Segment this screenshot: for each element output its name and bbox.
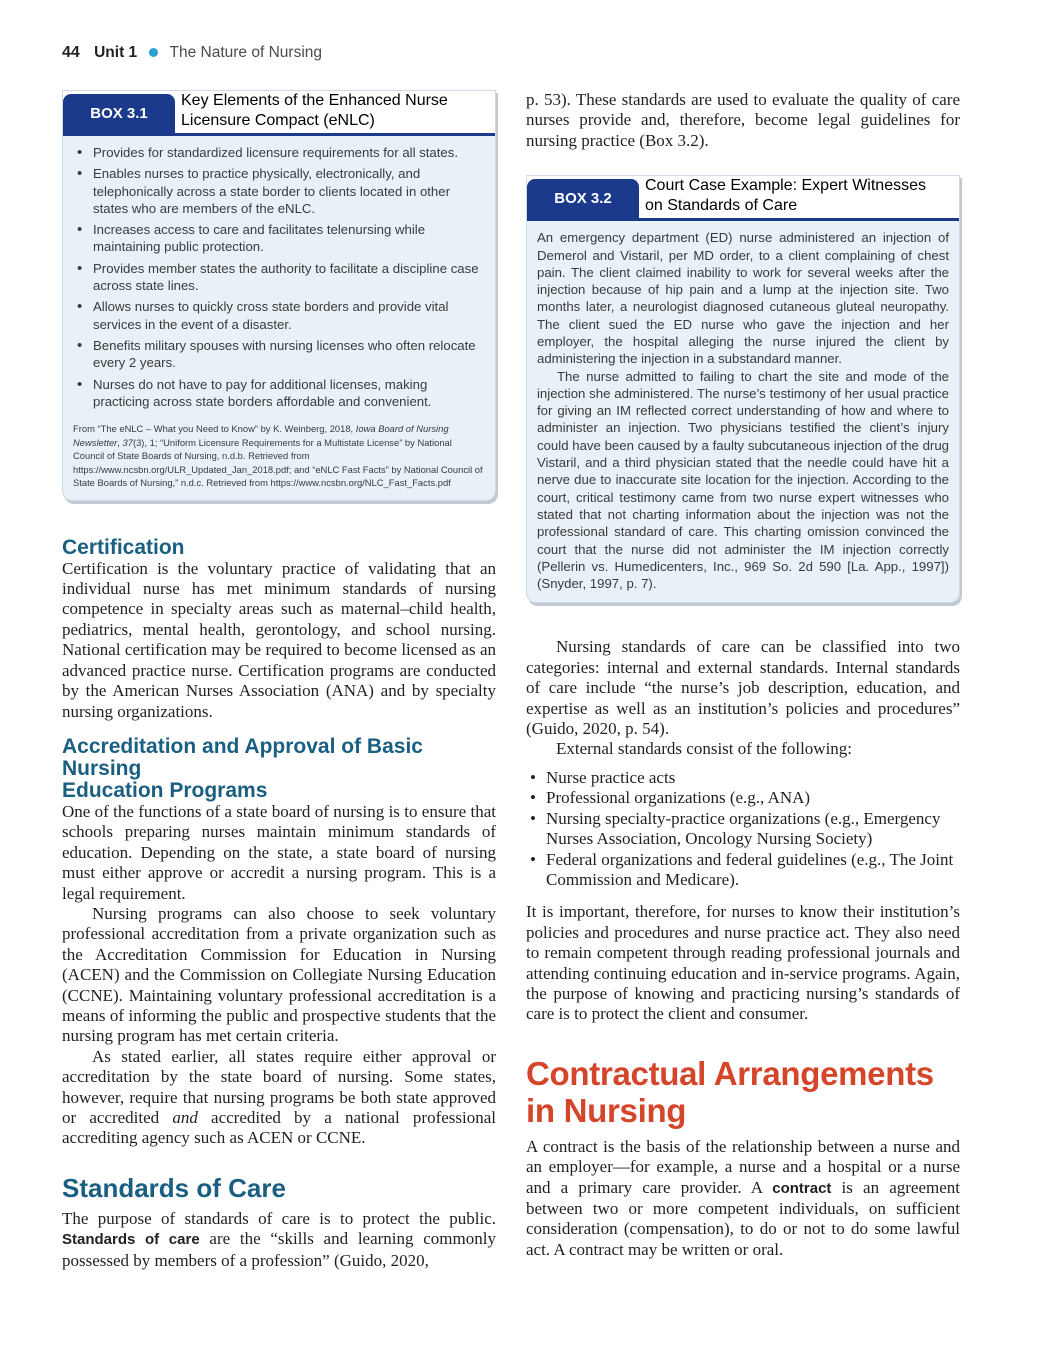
paragraph: Certification is the voluntary practice of validating that an individual nurse has met minimum standards of nursing competence in specialty areas such as maternal–child health, pediatrics, mental health, gerontology, and school nursing. National certification may be required to become licensed as an advanced practice nurse. Certification programs are conducted by the American Nurses Association (ANA) and by specialty nursing organizations. <box>62 558 496 721</box>
chapter-title: The Nature of Nursing <box>169 44 323 61</box>
list-item: • Nurse practice acts <box>526 768 960 788</box>
text-run: A contract is the basis of the relationship between a nurse and an employer—for example, a nurse and a hospital or a nurse and a primary care provider. A <box>526 1136 960 1197</box>
paragraph: Nursing standards of care can be classified into two categories: internal and external standards. Internal standards of care include “the nurse’s job description, education, and expertise as well as an institution’s policies and procedures” (Guido, 2020, p. 54). <box>526 637 960 739</box>
box-title-line: Court Case Example: Expert Witnesses <box>645 177 926 195</box>
key-term: Standards of care <box>62 1231 200 1249</box>
box-3-1 <box>62 90 496 501</box>
text-run: The purpose of standards of care is to protect the public. <box>62 1208 496 1228</box>
text-run: accredited by a national professional accrediting agency such as ACEN or CCNE. <box>62 1108 496 1148</box>
box-paragraph: The nurse admitted to failing to chart the site and mode of the injection she administered. The nurse’s testimony of her usual practice for giving an IM reflected correct understanding of how and where to administer an injection. Two physicians testified the client’s injury could have been caused by a faulty subcutaneous injection of the drug Vistaril, and a third physician stated that the needle could have hit a nerve due to inaccurate site location for the injection. According to the court, critical testimony came from two nurse expert witnesses who stated that not charting information about the injection was not the professional standard of care. This charting omission convinced the court that the nurse did not administer the IM injection correctly (Pellerin vs. Humedicenters, Inc., 969 So. 2d 590 [La. App., 1997]) (Snyder, 1997, p. 7). <box>537 368 949 592</box>
left-column <box>62 90 496 1271</box>
heading-line: Contractual Arrangements <box>526 1054 934 1092</box>
paragraph: External standards consist of the following: <box>556 739 853 759</box>
paragraph: Nursing programs can also choose to seek voluntary professional accreditation from a private organization such as the Accreditation Commission for Education in Nursing (ACEN) and the Commission on Collegiate Nursing Education (CCNE). Maintaining voluntary professional accreditation is a means of informing the public and prospective students that the nursing program has met certain criteria. <box>62 903 496 1046</box>
box-list <box>73 144 485 410</box>
box-3-2 <box>526 175 960 603</box>
box-tag: BOX 3.1 <box>63 94 175 134</box>
list-item: • Allows nurses to quickly cross state borders and provide vital services in the event of a disaster. <box>73 298 485 333</box>
list-item: • Enables nurses to practice physically, electronically, and telephonically across a state border to clients located in other states who are members of the eNLC. <box>73 165 485 217</box>
box-title <box>645 176 926 216</box>
emphasis: and <box>172 1108 198 1127</box>
running-head <box>62 44 322 62</box>
list-item: • Nurses do not have to pay for additional licenses, making practicing across state borders affordable and convenient. <box>73 376 485 411</box>
source-text: , <box>117 436 123 448</box>
unit-label: Unit 1 <box>94 44 138 61</box>
paragraph: It is important, therefore, for nurses to know their institution’s policies and procedures and nurse practice act. They also need to remain competent through reading professional journals and attending continuing education and in-service programs. Again, the purpose of knowing and practicing nursing’s standards of care is to protect the client and consumer. <box>526 902 960 1024</box>
box-paragraph: An emergency department (ED) nurse administered an injection of Demerol and Vistaril, per MD order, to a client complaining of chest pain. The client claimed inability to work for several weeks after the injection because of hip pain and a lump at the injection site. Two months later, a neurologist diagnosed cutaneous gluteal neuropathy. The client sued the ED nurse who gave the injection and her employer, the hospital alleging the nurse injured the client by administering the injection in a substandard manner. <box>537 230 949 367</box>
paragraph: One of the functions of a state board of nursing is to ensure that schools preparing nurses maintain minimum standards of education. Depending on the state, a state board of nursing must either approve or accredit a nursing program. This is a legal requirement. <box>62 801 496 903</box>
heading-certification: Certification <box>62 535 185 559</box>
heading-line: Education Programs <box>62 778 268 802</box>
box-source-note <box>73 422 485 490</box>
text-run: As stated earlier, all states require either approval or accreditation by the state board of nursing. Some states, however, require that nursing programs be both state approved or accredited <box>62 1046 496 1127</box>
source-text: From “The eNLC – What you Need to Know” by K. Weinberg, 2018, <box>73 423 356 435</box>
box-title-line: Licensure Compact (eNLC) <box>181 112 375 129</box>
heading-contractual-arrangements <box>526 1055 960 1129</box>
box-header <box>63 91 495 133</box>
list-item: • Federal organizations and federal guidelines (e.g., The Joint Commission and Medicare). <box>526 850 960 891</box>
text-run: are the “skills and learning commonly possessed by members of a profession” (Guido, 2020, <box>62 1229 496 1270</box>
heading-line: in Nursing <box>526 1091 687 1129</box>
box-header <box>527 176 959 218</box>
box-body <box>63 136 495 500</box>
source-volume: 37 <box>122 436 133 448</box>
paragraph <box>526 1137 960 1260</box>
list-item: • Provides for standardized licensure requirements for all states. <box>73 144 485 161</box>
key-term: contract <box>772 1179 832 1197</box>
list-item: • Nursing specialty-practice organizations (e.g., Emergency Nurses Association, Oncology Nursing Society) <box>526 809 960 850</box>
external-standards-list <box>526 768 960 890</box>
list-item: • Increases access to care and facilitates telenursing while maintaining public protection. <box>73 221 485 256</box>
box-title-line: on Standards of Care <box>645 197 798 215</box>
source-text: (3), 1; “Uniform Licensure Requirements for a Multistate License” by National Council of State Boards of Nursing, n.d.b. Retrieved from https://www.ncsbn.org/ULR_Updated_Jan_2018.pdf; and “eNLC Fast Facts” by National Council of State Boards of Nursing,” n.d.c. Retrieved from https://www.ncsbn.org/NLC_Fast_Facts.pdf <box>73 436 483 489</box>
right-column <box>526 90 960 1260</box>
paragraph <box>62 1047 496 1149</box>
page-number: 44 <box>62 44 80 61</box>
list-item: • Professional organizations (e.g., ANA) <box>526 788 960 808</box>
heading-accreditation <box>62 736 496 802</box>
box-body <box>527 221 959 602</box>
bullet-dot-icon <box>149 48 158 57</box>
source-journal: Iowa Board of Nursing Newsletter <box>73 423 449 448</box>
list-item: • Provides member states the authority to facilitate a discipline case across state lines. <box>73 260 485 295</box>
list-item: • Benefits military spouses with nursing licenses who often relocate every 2 years. <box>73 337 485 372</box>
paragraph <box>62 1209 496 1271</box>
paragraph: p. 53). These standards are used to evaluate the quality of care nurses provide and, therefore, become legal guidelines for nursing practice (Box 3.2). <box>526 90 960 150</box>
heading-line: Accreditation and Approval of Basic Nursing <box>62 734 423 780</box>
box-title-line: Key Elements of the Enhanced Nurse <box>181 92 448 109</box>
text-run: is an agreement between two or more competent individuals, on sufficient consideration (compensation), to do or not to do some lawful act. A contract may be written or oral. <box>526 1177 960 1259</box>
box-tag: BOX 3.2 <box>527 179 639 219</box>
box-title <box>181 91 448 131</box>
heading-standards-of-care: Standards of Care <box>62 1172 286 1203</box>
